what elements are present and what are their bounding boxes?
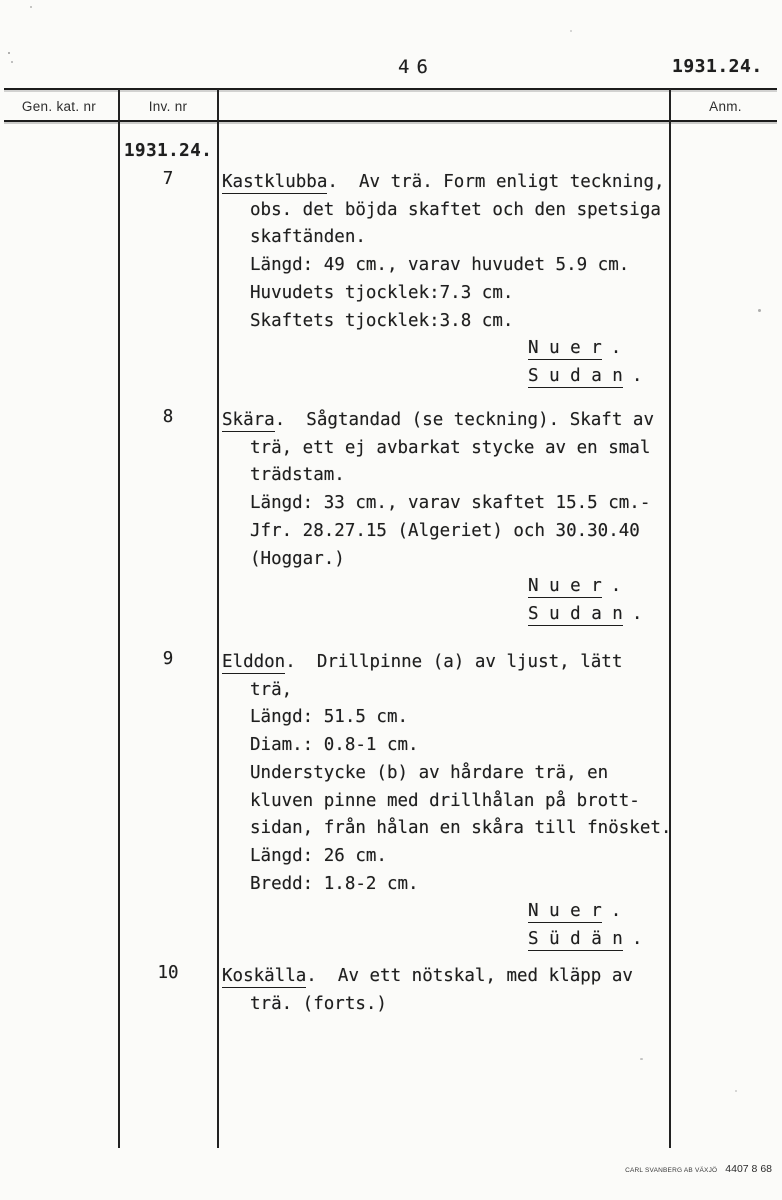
catalog-entry-koskalla	[222, 963, 670, 1018]
entry-line: skaftänden.	[250, 227, 366, 248]
scan-speckle	[640, 1058, 643, 1060]
entry-line: Jfr. 28.27.15 (Algeriet) och 30.30.40	[250, 520, 640, 541]
entry-line: Skaftets tjocklek:3.8 cm.	[250, 310, 514, 331]
entry-lead-text: Sågtandad (se teckning). Skaft av	[285, 410, 654, 430]
entry-line: Längd: 26 cm.	[250, 845, 387, 866]
entry-line: trä. (forts.)	[250, 993, 387, 1014]
scan-speckle	[11, 61, 13, 63]
printer-name: CARL SVANBERG AB VÄXJÖ	[625, 1167, 718, 1174]
entry-first-line	[222, 407, 670, 435]
provenance-name: S u d a n	[528, 365, 623, 386]
page-number: 46	[398, 56, 435, 78]
entry-line: Bredd: 1.8-2 cm.	[250, 873, 419, 894]
entry-line: Längd: 49 cm., varav huvudet 5.9 cm.	[250, 255, 630, 276]
entry-line: Längd: 33 cm., varav skaftet 15.5 cm.-	[250, 493, 651, 514]
title-period: .	[274, 410, 286, 430]
provenance-line	[222, 335, 670, 363]
column-header-gen-kat-nr: Gen. kat. nr	[21, 99, 97, 114]
provenance-name: N u e r	[528, 901, 602, 922]
entry-line: Längd: 51.5 cm.	[250, 707, 409, 728]
inv-number-7: 7	[162, 169, 174, 189]
entry-line: sidan, från hålan en skåra till fnösket.	[250, 818, 672, 839]
entry-title: Koskälla	[222, 966, 307, 986]
entry-lead-text: Av ett nötskal, med kläpp av	[316, 966, 633, 986]
catalog-entry-skara	[222, 407, 670, 629]
inv-number-8: 8	[162, 407, 174, 427]
provenance-line	[222, 363, 670, 391]
column-header-anm: Anm.	[709, 99, 742, 114]
print-code: 4407 8 68	[725, 1163, 772, 1175]
entry-line: Understycke (b) av hårdare trä, en	[250, 762, 609, 783]
provenance-line	[222, 926, 670, 954]
provenance-period: .	[631, 929, 643, 950]
year-reference: 1931.24.	[672, 56, 763, 77]
column-divider-1	[118, 89, 120, 1148]
entry-first-line	[222, 649, 670, 677]
catalog-entry-kastklubba	[222, 169, 670, 391]
provenance-period: .	[610, 576, 622, 597]
provenance-name: N u e r	[528, 338, 602, 359]
entry-line: trädstam.	[250, 465, 345, 486]
title-period: .	[306, 966, 317, 986]
provenance-period: .	[610, 901, 622, 922]
provenance-name: S ü d ä n	[528, 929, 623, 950]
scan-speckle	[30, 6, 32, 8]
title-period: .	[327, 172, 338, 192]
provenance-line	[222, 898, 670, 926]
entry-first-line	[222, 963, 670, 991]
inv-number-10: 10	[157, 963, 179, 983]
scan-speckle	[735, 1090, 737, 1092]
provenance-period: .	[610, 338, 622, 359]
provenance-period: .	[631, 365, 643, 386]
entry-line: Huvudets tjocklek:7.3 cm.	[250, 282, 514, 303]
printer-imprint	[596, 1163, 772, 1175]
entry-lead-text: Av trä. Form enligt teckning,	[337, 172, 665, 192]
scan-speckle	[570, 30, 572, 32]
entry-line: Diam.: 0.8-1 cm.	[250, 735, 419, 756]
column-divider-2	[217, 89, 219, 1148]
title-period: .	[285, 652, 296, 672]
entry-line: trä,	[250, 679, 293, 700]
entry-line: (Hoggar.)	[250, 548, 345, 569]
column-header-inv-nr: Inv. nr	[148, 99, 188, 114]
entry-line: kluven pinne med drillhålan på brott-	[250, 790, 640, 811]
provenance-period: .	[631, 603, 643, 624]
provenance-line	[222, 573, 670, 601]
scan-speckle	[8, 52, 10, 54]
entry-title: Elddon	[222, 652, 286, 672]
scan-speckle	[758, 309, 761, 312]
inventory-group-label: 1931.24.	[124, 141, 213, 161]
entry-line: obs. det böjda skaftet och den spetsiga	[250, 199, 661, 220]
provenance-name: N u e r	[528, 576, 602, 597]
provenance-line	[222, 601, 670, 629]
entry-title: Skära	[222, 410, 275, 430]
entry-lead-text: Drillpinne (a) av ljust, lätt	[295, 652, 623, 672]
entry-title: Kastklubba	[222, 172, 328, 192]
entry-first-line	[222, 169, 670, 197]
catalog-entry-elddon	[222, 649, 670, 954]
inv-number-9: 9	[162, 649, 174, 669]
provenance-name: S u d a n	[528, 603, 623, 624]
entry-line: trä, ett ej avbarkat stycke av en smal	[250, 437, 651, 458]
